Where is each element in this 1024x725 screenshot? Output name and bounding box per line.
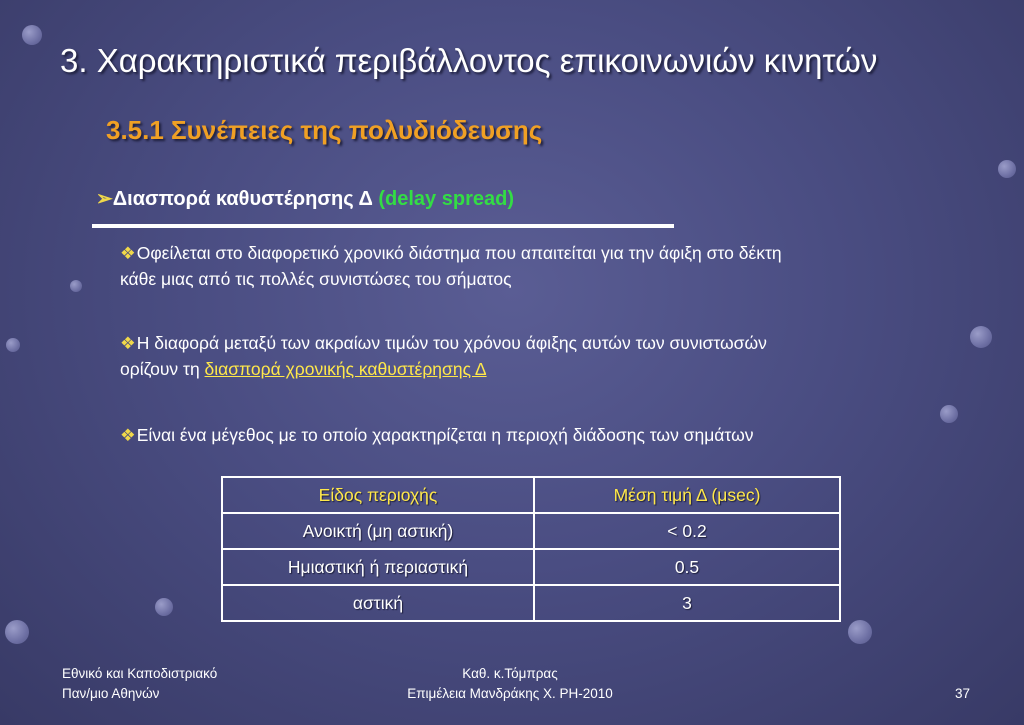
- divider-line: [92, 224, 674, 228]
- table-cell: 0.5: [534, 549, 840, 585]
- point-2-line2-prefix: ορίζουν τη: [120, 359, 205, 379]
- diamond-bullet-icon: ❖: [120, 243, 136, 263]
- main-bullet: [96, 186, 514, 211]
- point-2-highlight-link[interactable]: διασπορά χρονικής καθυστέρησης Δ: [204, 359, 487, 379]
- background-dot: [940, 405, 958, 423]
- page-number: 37: [954, 686, 970, 701]
- slide-subtitle: 3.5.1 Συνέπειες της πολυδιόδευσης: [106, 115, 543, 145]
- background-dot: [5, 620, 29, 644]
- table-header-cell: Είδος περιοχής: [222, 477, 534, 513]
- table-row: [222, 549, 840, 585]
- table-row: [222, 585, 840, 621]
- table-header-cell: Μέση τιμή Δ (μsec): [534, 477, 840, 513]
- footer-author-line2: Επιμέλεια Μανδράκης Χ. ΡΗ-2010: [407, 686, 613, 701]
- table-cell: 3: [534, 585, 840, 621]
- main-bullet-highlight: (delay spread): [378, 188, 514, 210]
- background-dot: [6, 338, 20, 352]
- background-dot: [998, 160, 1016, 178]
- point-1-line1: Οφείλεται στο διαφορετικό χρονικό διάστημα που απαιτείται για την άφιξη στο δέκτη: [136, 243, 782, 263]
- table-cell: Ημιαστική ή περιαστική: [222, 549, 534, 585]
- footer-left: [62, 664, 217, 704]
- footer-center: [370, 664, 650, 704]
- footer-institution-line2: Παν/μιο Αθηνών: [62, 686, 160, 701]
- table-row: [222, 513, 840, 549]
- footer-institution-line1: Εθνικό και Καποδιστριακό: [62, 666, 218, 681]
- background-dot: [155, 598, 173, 616]
- delay-spread-table: [221, 476, 841, 622]
- background-dot: [22, 25, 42, 45]
- main-bullet-text: Διασπορά καθυστέρησης Δ: [112, 188, 379, 210]
- table-cell: αστική: [222, 585, 534, 621]
- point-1: [120, 240, 980, 292]
- table-cell: Ανοικτή (μη αστική): [222, 513, 534, 549]
- background-dot: [848, 620, 872, 644]
- point-3-line1: Είναι ένα μέγεθος με το οποίο χαρακτηρίζεται η περιοχή διάδοσης των σημάτων: [136, 425, 754, 445]
- point-3: [120, 422, 980, 448]
- point-2: [120, 330, 980, 382]
- point-2-line1: Η διαφορά μεταξύ των ακραίων τιμών του χρόνου άφιξης αυτών των συνιστωσών: [136, 333, 767, 353]
- point-1-line2: κάθε μιας από τις πολλές συνιστώσες του σήματος: [120, 269, 512, 289]
- table-cell: < 0.2: [534, 513, 840, 549]
- diamond-bullet-icon: ❖: [120, 425, 136, 445]
- slide-title: 3. Χαρακτηριστικά περιβάλλοντος επικοινωνιών κινητών: [60, 42, 878, 79]
- table-header-row: [222, 477, 840, 513]
- footer-author-line1: Καθ. κ.Τόμπρας: [462, 666, 558, 681]
- diamond-bullet-icon: ❖: [120, 333, 136, 353]
- arrow-bullet-icon: ➢: [96, 188, 113, 210]
- background-dot: [70, 280, 82, 292]
